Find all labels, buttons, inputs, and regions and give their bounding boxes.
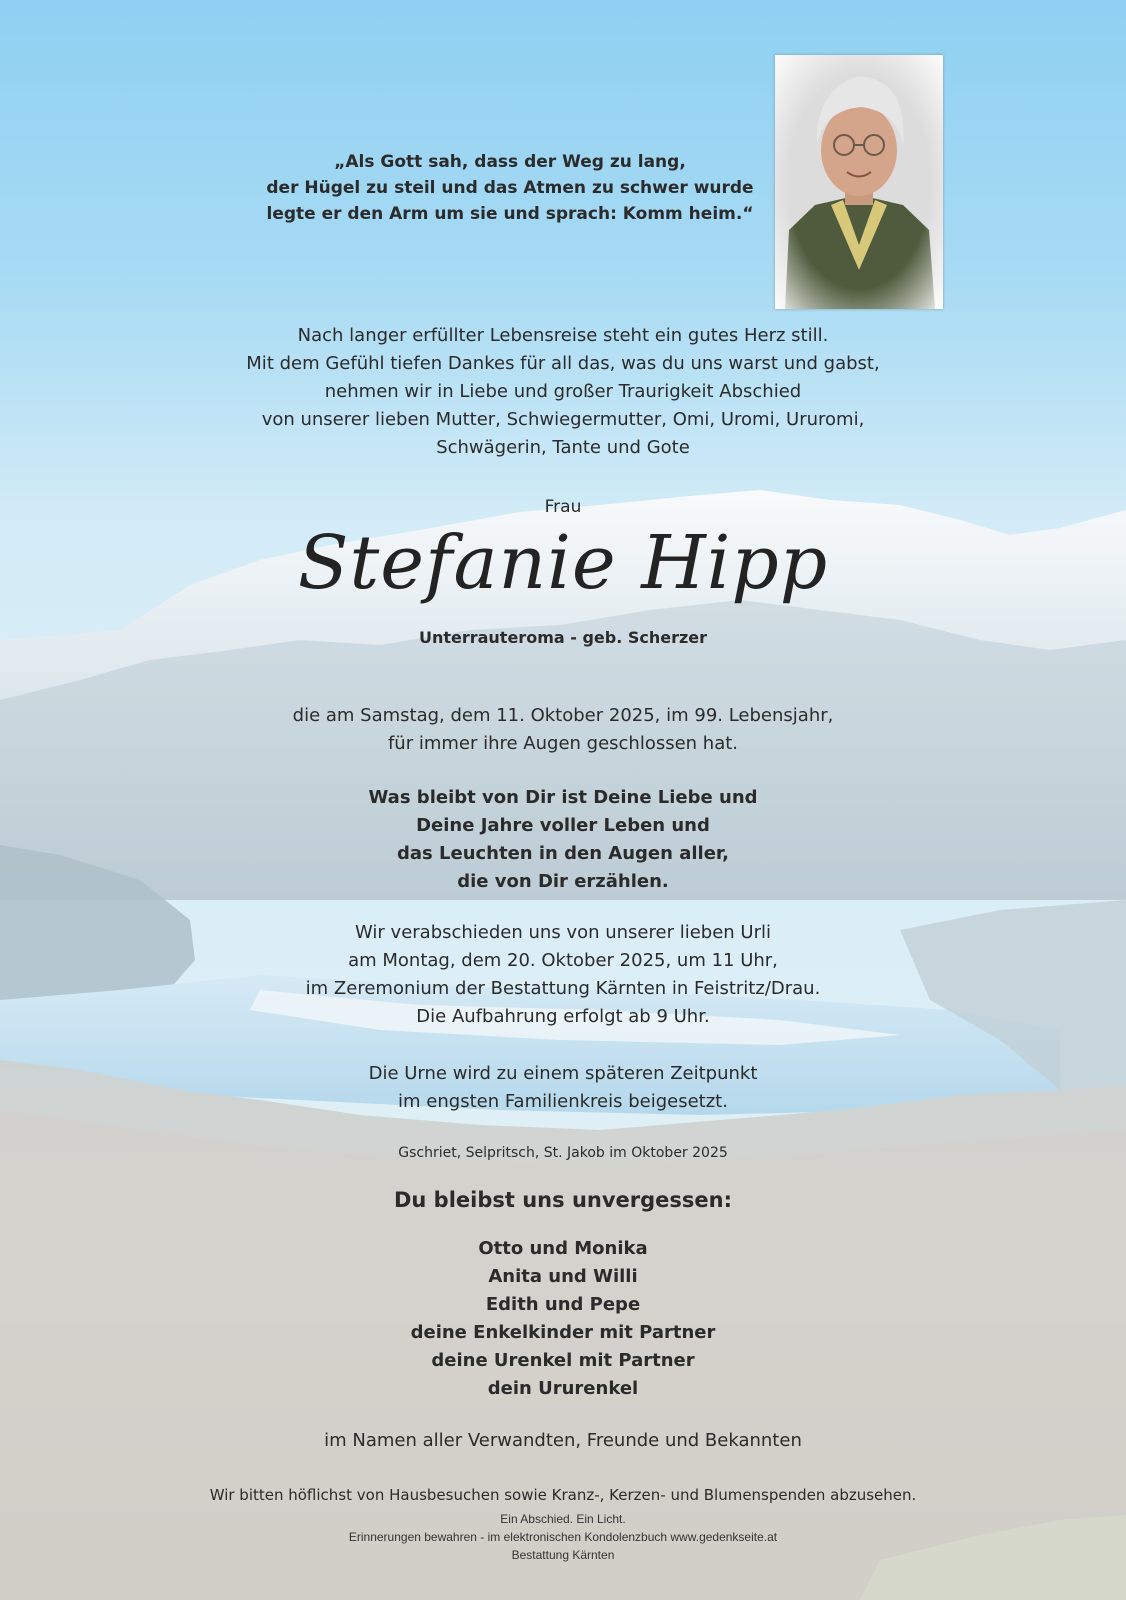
poem-line: das Leuchten in den Augen aller, (397, 843, 729, 864)
deceased-subname: Unterrauteroma - geb. Scherzer (418, 628, 708, 647)
death-line: für immer ihre Augen geschlossen hat. (387, 733, 739, 754)
intro-text (0, 322, 1126, 462)
intro-line: Schwägerin, Tante und Gote (436, 437, 690, 458)
poem-line: die von Dir erzählen. (457, 871, 669, 892)
on-behalf-text: im Namen aller Verwandten, Freunde und Bekannten (324, 1430, 802, 1451)
opening-quote (220, 149, 800, 227)
family-member: Edith und Pepe (485, 1294, 641, 1315)
poem-line: Was bleibt von Dir ist Deine Liebe und (368, 787, 758, 808)
family-member: dein Ururenkel (487, 1378, 639, 1399)
service-line: im Zeremonium der Bestattung Kärnten in Feistritz/Drau. (305, 978, 821, 999)
salutation: Frau (544, 497, 582, 517)
family-member: deine Enkelkinder mit Partner (410, 1322, 716, 1343)
intro-line: Mit dem Gefühl tiefen Dankes für all das, was du uns warst und gabst, (246, 353, 880, 374)
family-member: Otto und Monika (478, 1238, 648, 1259)
quote-line: der Hügel zu steil und das Atmen zu schwer wurde (266, 178, 754, 198)
place-date: Gschriet, Selpritsch, St. Jakob im Oktober 2025 (398, 1145, 728, 1161)
footer-line: Bestattung Kärnten (511, 1548, 615, 1562)
family-member: deine Urenkel mit Partner (431, 1350, 695, 1371)
visit-request-text: Wir bitten höflichst von Hausbesuchen sowie Kranz-, Kerzen- und Blumenspenden abzusehen. (209, 1486, 917, 1504)
death-notice (0, 702, 1126, 758)
portrait-photo (775, 55, 943, 309)
urn-info (0, 1060, 1126, 1116)
family-member: Anita und Willi (488, 1266, 638, 1287)
footer (0, 1510, 1126, 1564)
unforgotten-heading: Du bleibst uns unvergessen: (393, 1188, 732, 1212)
family-list (0, 1235, 1126, 1403)
intro-line: von unserer lieben Mutter, Schwiegermutter, Omi, Uromi, Ururomi, (261, 409, 865, 430)
memorial-poem (0, 784, 1126, 896)
intro-line: nehmen wir in Liebe und großer Traurigkeit Abschied (324, 381, 802, 402)
footer-line: Ein Abschied. Ein Licht. (500, 1512, 626, 1526)
urn-line: im engsten Familienkreis beigesetzt. (398, 1091, 728, 1112)
death-line: die am Samstag, dem 11. Oktober 2025, im 99. Lebensjahr, (292, 705, 834, 726)
poem-line: Deine Jahre voller Leben und (416, 815, 710, 836)
intro-line: Nach langer erfüllter Lebensreise steht ein gutes Herz still. (297, 325, 829, 346)
funeral-service-info (0, 919, 1126, 1031)
service-line: am Montag, dem 20. Oktober 2025, um 11 Uhr, (348, 950, 778, 971)
quote-line: „Als Gott sah, dass der Weg zu lang, (334, 152, 686, 172)
quote-line: legte er den Arm um sie und sprach: Komm heim.“ (266, 204, 754, 224)
deceased-name: Stefanie Hipp (297, 520, 829, 606)
service-line: Die Aufbahrung erfolgt ab 9 Uhr. (416, 1006, 710, 1027)
service-line: Wir verabschieden uns von unserer lieben Urli (355, 922, 771, 943)
footer-line: Erinnerungen bewahren - im elektronischen Kondolenzbuch www.gedenkseite.at (348, 1530, 778, 1544)
urn-line: Die Urne wird zu einem späteren Zeitpunkt (368, 1063, 758, 1084)
